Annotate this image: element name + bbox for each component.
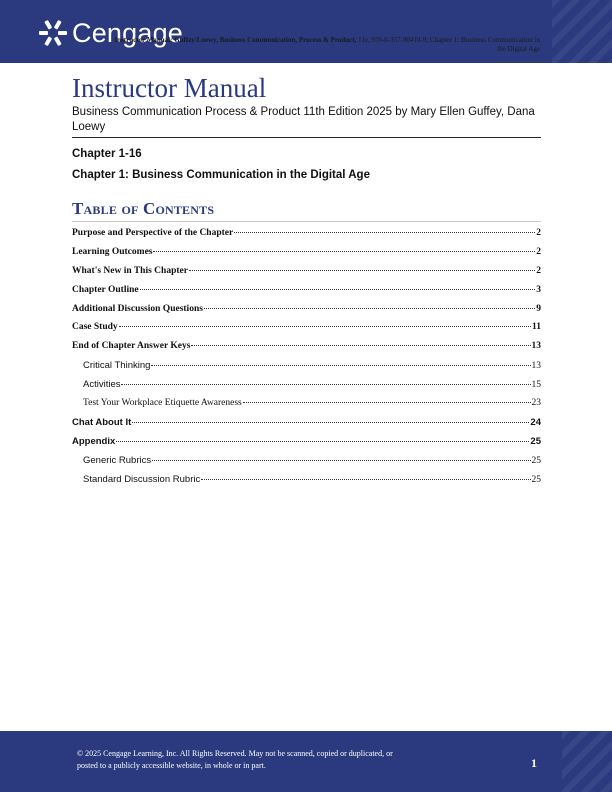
toc-entry-page: 24 [530, 416, 541, 428]
toc-entry[interactable] [72, 417, 541, 436]
toc-entry-label: Learning Outcomes [72, 246, 153, 257]
toc-subentry[interactable] [72, 398, 541, 417]
toc-entry-page: 9 [536, 303, 541, 314]
footer-stripes-decoration [562, 731, 612, 792]
toc-entry-label: Test Your Workplace Etiquette Awareness [83, 398, 242, 409]
running-head-rest: 11e, 978-0-357-90410-9; Chapter 1: Business Communication in the Digital Age [356, 36, 540, 53]
toc-leader [234, 232, 535, 233]
toc-subentry[interactable] [72, 379, 541, 398]
toc-leader [204, 308, 535, 309]
document-title: Instructor Manual [72, 73, 267, 103]
toc-entry-page: 2 [536, 265, 541, 276]
copyright-notice [77, 748, 437, 772]
toc-entry[interactable] [72, 247, 541, 266]
toc-entry-page: 2 [536, 246, 541, 257]
toc-entry-label: What's New in This Chapter [72, 265, 188, 276]
logo-wordmark: Cengage [72, 17, 183, 48]
toc-entry[interactable] [72, 266, 541, 285]
toc-entry-label: Chapter Outline [72, 284, 139, 295]
toc-entry-page: 15 [531, 380, 541, 391]
toc-entry-page: 11 [532, 322, 541, 333]
toc-subentry[interactable] [72, 455, 541, 474]
cengage-logo-icon [38, 18, 68, 48]
toc-entry[interactable] [72, 285, 541, 304]
toc-leader [153, 251, 535, 252]
document-subtitle: Business Communication Process & Product 11th Edition 2025 by Mary Ellen Guffey, Dana Loewy [72, 105, 541, 138]
toc-entry-page: 25 [530, 435, 541, 447]
toc-entry-page: 13 [531, 341, 541, 352]
toc-entry-label: Critical Thinking [83, 360, 151, 372]
toc-entry-label: End of Chapter Answer Keys [72, 341, 191, 352]
toc-entry-page: 23 [531, 398, 541, 409]
toc-entry-label: Generic Rubrics [83, 454, 152, 466]
toc-entry-label: Standard Discussion Rubric [83, 473, 201, 485]
running-head-bold: Instructor Manual: Guffey/Loewy, Business Communication, Process & Product, [114, 36, 357, 44]
toc-leader [119, 326, 531, 327]
toc-leader [140, 289, 536, 290]
table-of-contents [72, 228, 541, 492]
toc-leader [189, 270, 535, 271]
toc-entry[interactable] [72, 341, 541, 360]
toc-entry-label: Activities [83, 379, 121, 391]
toc-entry-label: Purpose and Perspective of the Chapter [72, 228, 234, 238]
toc-subentry[interactable] [72, 474, 541, 493]
page-content [72, 72, 541, 492]
copyright-line-1: © 2025 Cengage Learning, Inc. All Rights Reserved. May not be scanned, copied or duplicated, or [77, 749, 393, 758]
copyright-line-2: posted to a publicly accessible website, in whole or in part. [77, 761, 266, 770]
toc-entry-label: Appendix [72, 435, 116, 447]
toc-entry[interactable] [72, 436, 541, 455]
toc-leader [243, 402, 531, 403]
toc-entry-label: Case Study [72, 322, 118, 333]
footer-band [0, 731, 612, 792]
chapter-title: Chapter 1: Business Communication in the Digital Age [72, 169, 370, 181]
toc-entry-page: 25 [531, 455, 541, 466]
toc-leader [151, 365, 530, 366]
toc-leader [121, 384, 530, 385]
toc-entry[interactable] [72, 228, 541, 247]
toc-leader [201, 479, 530, 480]
toc-leader [152, 460, 530, 461]
page-number: 1 [531, 756, 537, 770]
toc-entry-page: 2 [536, 228, 541, 238]
toc-heading: Table of Contents [72, 199, 541, 222]
toc-entry-label: Chat About It [72, 416, 132, 428]
toc-leader [116, 441, 529, 442]
toc-entry-page: 3 [536, 284, 541, 295]
chapter-range: Chapter 1-16 [72, 148, 142, 160]
toc-entry-page: 13 [531, 361, 541, 372]
running-head [110, 36, 540, 54]
header-stripes-decoration [552, 0, 612, 63]
toc-entry-page: 25 [531, 474, 541, 485]
toc-subentry[interactable] [72, 360, 541, 379]
toc-entry[interactable] [72, 322, 541, 341]
toc-leader [191, 345, 530, 346]
toc-entry[interactable] [72, 304, 541, 323]
toc-leader [132, 422, 529, 423]
toc-entry-label: Additional Discussion Questions [72, 303, 203, 314]
header-band [0, 0, 612, 63]
